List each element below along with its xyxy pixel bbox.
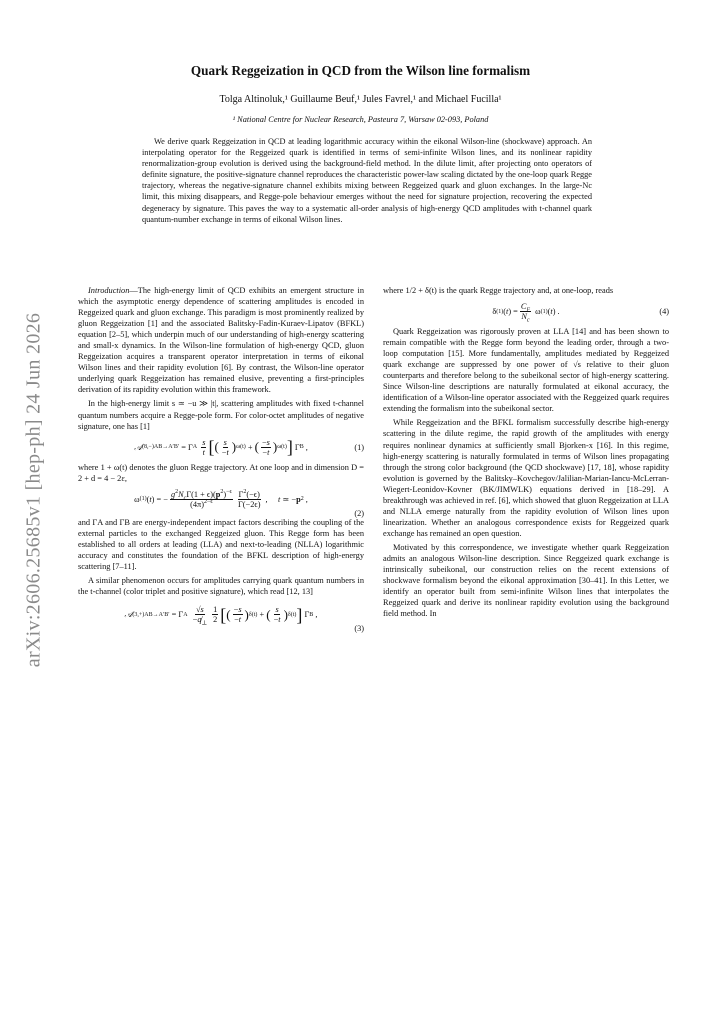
equation-1: 𝒜 (8,−) AB→A′B′ = Γ A $\frac{s}{t}$ [ ( $\frac{s}{-t}$ ) ω(t) + ( $\frac{-s}{-t}$ ) ω(t) ] Γ B , (1) [134,437,364,458]
equation-number: (1) [354,442,364,452]
arxiv-id-text: arXiv:2606.25685v1 [hep-ph] 24 Jun 2026 [22,312,45,668]
equation-4: δ (1) ( t ) = $\frac{C_F}{N_c}$ ω (1) ( t ) . (4) [492,302,669,324]
paper-title: Quark Reggeization in QCD from the Wilson line formalism [190,63,531,78]
paragraph: where 1/2 + δ(t) is the quark Regge trajectory and, at one-loop, reads [383,286,614,295]
paragraph: where 1 + ω(t) denotes the gluon Regge trajectory. At one loop and in dimension D = 2 + d = 4 − 2ε, [78,462,364,483]
paragraph-introduction: Introduction—The high-energy limit of QCD exhibits an emergent structure in which the asymptotic energy dependence of scattering amplitudes is encoded in Reggeized quark and gluon exchange. This paradigm is most prominently realized by gluon Reggeization [1] and the associated Balitsky-Fadin-Kuraev-Lipatov (BFKL) equation [2–5], which underpin much of our understanding of high-energy scattering and small-x dynamics. In the Wilson-line formulation of high-energy QCD, gluon Reggeization acquires a transparent operator interpretation in terms of eikonal Wilson lines and their rapidity evolution [6]. By contrast, the Wilson-line operator underlying quark Reggeization has remained elusive, preventing a first-principles derivation of its rapidity evolution within this framework. [78,286,364,395]
section-lead: Introduction [88,286,130,295]
equation-number: (3) [354,623,364,633]
paragraph: Motivated by this correspondence, we investigate whether quark Reggeization admits an analogous Wilson-line description. Since Reggeized quark exchange is intrinsically subeikonal, our construction relies on the recent extensions of shockwave formalism beyond the eikonal approximation [30–41]. In this Letter, we identify an operator built from semi-infinite Wilson lines that interpolates the Reggeized quark and derive its nonlinear rapidity evolution using the background field method. In [383,542,669,619]
paragraph: While Reggeization and the BFKL formalism successfully describe high-energy scattering in the dilute regime, the rapid growth of the amplitudes with energy requires nonlinear dynamics at sufficiently small Bjorken-x [16]. In this regime, high-energy scattering is naturally formulated in terms of Wilson lines propagating through the strong color background (the QCD shockwave) [17, 18], whose rapidity evolution is governed by the Balitsky–Kovchegov/Jalilian-Marian-Iancu-McLerran-Wiegert-Leonidov-Kovner (BK/JIMWLK) equations derived in [18–29]. A breakthrough was achieved in ref. [6], which showed that gluon Reggeization at LLA and NLLA emerge naturally from the rapidity evolution of Wilson lines upon linearization. Whether an analogous correspondence exists for Reggeized quark exchange has remained an open question. [383,418,669,538]
arxiv-identifier-stamp [16,290,52,690]
equation-2: ω (1) ( t ) = − $\frac{g^2N_c\Gamma(1 + \epsilon)(p^2)^{-\epsilon}}{(4\pi)^{2-\epsilon}}$ $\frac{\Gamma^2(-\epsilon)}{\Gamma(-2\epsilon)}$ , t ≃ − p 2 , (2) [134,488,364,518]
paragraph: Quark Reggeization was rigorously proven at LLA [14] and has been shown to remain compatible with the Regge form beyond the leading order, through a two-loop computation [15]. More fundamentally, amplitudes mediated by Reggeized quark exchange are suppressed by one power of √s relative to their gluon counterparts and therefore belong to the subeikonal sector of high-energy scattering. Since Wilson-line descriptions are naturally formulated at eikonal accuracy, the identification of a Wilson-line operator associated with the Reggeized quark requires extending the formalism into the subeikonal sector. [383,327,669,414]
equation-number: (2) [354,508,364,518]
left-column [78,285,364,633]
abstract: We derive quark Reggeization in QCD at leading logarithmic accuracy within the eikonal Wilson-line (shockwave) approach. An interpolating operator for the Reggeized quark is identified in terms of semi-infinite Wilson lines, and its nonlinear rapidity renormalization-group evolution is derived using the background-field method. In the dilute limit, after projecting onto operators of definite signature, the positive-signature channel reproduces the characteristic power-law scaling dictated by the one-loop quark Regge trajectory, whereas the negative-signature channel exhibits mixing between Reggeized quark and gluon exchanges. In the large-Nc limit, this mixing disappears, and Regge-pole behaviour emerges without the need for signature projection, recovering the expected degeneracy by signature. This paves the way to a systematic all-order analysis of high-energy QCD amplitudes with t-channel quark quantum-number exchange in terms of eikonal Wilson lines. [142,137,592,224]
equation-3: 𝒜 (3,+) AB→A′B′ = Γ A $\frac{√s}{-q̸_\perp}$ $\frac{1}{2}$ [ ( $\frac{-s}{-t}$ ) δ(t) + ( $\frac{s}{-t}$ ) δ(t) ] Γ B , (3) [124,604,364,633]
author-list: Tolga Altinoluk,¹ Guillaume Beuf,¹ Jules Favrel,¹ and Michael Fucilla¹ [219,94,502,105]
paragraph: In the high-energy limit s ≃ −u ≫ |t|, scattering amplitudes with fixed t-channel quantum numbers acquire a Regge-pole form. For color-octet amplitudes of negative signature, one has [1] [78,399,364,431]
equation-number: (4) [659,307,669,317]
paragraph: A similar phenomenon occurs for amplitudes carrying quark quantum numbers in the t-channel (color triplet and positive signature), which read [12, 13] [78,575,364,596]
paragraph: and ΓA and ΓB are energy-independent impact factors describing the coupling of the external particles to the exchanged Reggeized gluon. This Regge form has been established to all orders at leading (LLA) and next-to-leading (NLLA) logarithmic accuracy and constitutes the foundation of the BFKL description of high-energy scattering [7–11]. [78,517,364,571]
right-column [383,285,669,622]
affiliation: ¹ National Centre for Nuclear Research, Pasteura 7, Warsaw 02-093, Poland [232,115,489,124]
